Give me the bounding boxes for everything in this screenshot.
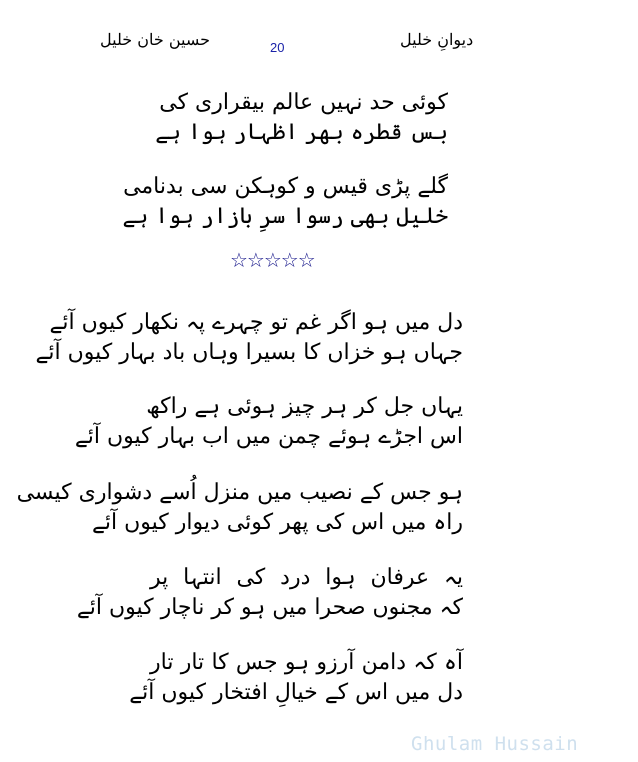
verse-line: بس قطرہ بھر اظہار ہوا ہے xyxy=(155,120,448,145)
star-divider: ☆☆☆☆☆ xyxy=(230,248,315,272)
author-name: حسین خان خلیل xyxy=(100,30,210,49)
page-number: 20 xyxy=(270,40,285,55)
book-title: دیوانِ خلیل xyxy=(400,30,474,49)
verse-line: گلے پڑی قیس و کوہکن سی بدنامی xyxy=(123,174,448,199)
verse-line: راہ میں اس کی پھر کوئی دیوار کیوں آئے xyxy=(91,510,463,535)
verse-line: کوئی حد نہیں عالم بیقراری کی xyxy=(159,90,448,115)
verse-line: یہ عرفان ہوا درد کی انتہا پر xyxy=(150,565,463,590)
verse-line: کہ مجنوں صحرا میں ہو کر ناچار کیوں آئے xyxy=(76,595,463,620)
verse-line: دل میں ہو اگر غم تو چہرے پہ نکھار کیوں آئے xyxy=(49,310,463,335)
verse-line: جہاں ہو خزاں کا بسیرا وہاں باد بہار کیوں آئے xyxy=(35,340,463,365)
watermark: Ghulam Hussain xyxy=(411,733,579,755)
verse-line: یہاں جل کر ہر چیز ہوئی ہے راکھ xyxy=(146,394,463,419)
verse-line: ہو جس کے نصیب میں منزل اُسے دشواری کیسی xyxy=(16,480,463,505)
verse-line: دل میں اس کے خیالِ افتخار کیوں آئے xyxy=(129,680,463,705)
verse-line: خلیل بھی رسوا سرِ بازار ہوا ہے xyxy=(122,204,448,229)
verse-line: اس اجڑے ہوئے چمن میں اب بہار کیوں آئے xyxy=(74,424,463,449)
verse-line: آہ کہ دامن آرزو ہو جس کا تار تار xyxy=(150,650,463,675)
